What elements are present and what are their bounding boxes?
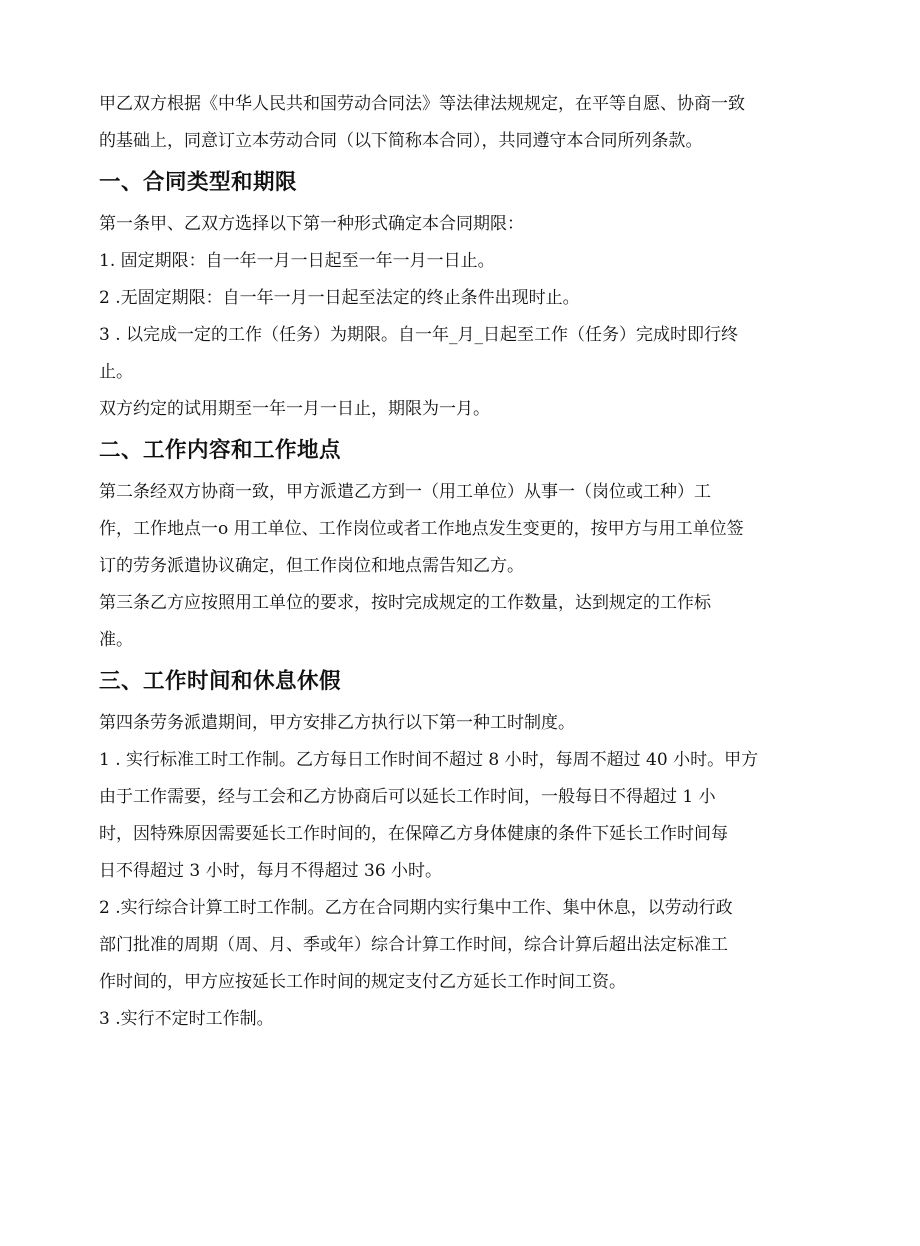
article-3-line-2: 准。	[99, 630, 133, 650]
contract-page	[99, 86, 829, 1038]
standard-hours-line-4: 日不得超过 3 小时，每月不得超过 36 小时。	[99, 861, 443, 881]
comprehensive-hours-line-2: 部门批准的周期（周、月、季或年）综合计算工作时间，综合计算后超出法定标准工	[99, 935, 728, 955]
intro-line-2: 的基础上，同意订立本劳动合同（以下简称本合同），共同遵守本合同所列条款。	[99, 131, 703, 151]
standard-hours-line-1: 1 . 实行标准工时工作制。乙方每日工作时间不超过 8 小时，每周不超过 40 小时。甲方	[99, 750, 759, 770]
standard-hours-line-2: 由于工作需要，经与工会和乙方协商后可以延长工作时间，一般每日不得超过 1 小	[99, 787, 716, 807]
article-2-line-3: 订的劳务派遣协议确定，但工作岗位和地点需告知乙方。	[99, 556, 524, 576]
probation-line: 双方约定的试用期至一年一月一日止，期限为一月。	[99, 399, 490, 419]
section-heading-contract-type: 一、合同类型和期限	[99, 170, 298, 195]
comprehensive-hours-line-3: 作时间的，甲方应按延长工作时间的规定支付乙方延长工作时间工资。	[99, 972, 626, 992]
task-term-line-cont: 止。	[99, 362, 133, 382]
article-1-line: 第一条甲、乙双方选择以下第一种形式确定本合同期限：	[99, 214, 524, 234]
article-2-line-2: 作，工作地点一o 用工单位、工作岗位或者工作地点发生变更的，按甲方与用工单位签	[99, 519, 744, 539]
fixed-term-line: 1. 固定期限：自一年一月一日起至一年一月一日止。	[99, 251, 495, 271]
comprehensive-hours-line-1: 2 .实行综合计算工时工作制。乙方在合同期内实行集中工作、集中休息，以劳动行政	[99, 898, 733, 918]
section-heading-work-hours: 三、工作时间和休息休假	[99, 669, 342, 694]
flexible-hours-line: 3 .实行不定时工作制。	[99, 1009, 274, 1029]
intro-line-1: 甲乙双方根据《中华人民共和国劳动合同法》等法律法规规定，在平等自愿、协商一致	[99, 94, 745, 114]
section-heading-work-content: 二、工作内容和工作地点	[99, 438, 342, 463]
article-2-line-1: 第二条经双方协商一致，甲方派遣乙方到一（用工单位）从事一（岗位或工种）工	[99, 482, 711, 502]
standard-hours-line-3: 时，因特殊原因需要延长工作时间的，在保障乙方身体健康的条件下延长工作时间每	[99, 824, 728, 844]
open-term-line: 2 .无固定期限：自一年一月一日起至法定的终止条件出现时止。	[99, 288, 580, 308]
task-term-line: 3 . 以完成一定的工作（任务）为期限。自一年_月_日起至工作（任务）完成时即行终	[99, 325, 739, 345]
article-3-line-1: 第三条乙方应按照用工单位的要求，按时完成规定的工作数量，达到规定的工作标	[99, 593, 711, 613]
article-4-line: 第四条劳务派遣期间，甲方安排乙方执行以下第一种工时制度。	[99, 713, 575, 733]
